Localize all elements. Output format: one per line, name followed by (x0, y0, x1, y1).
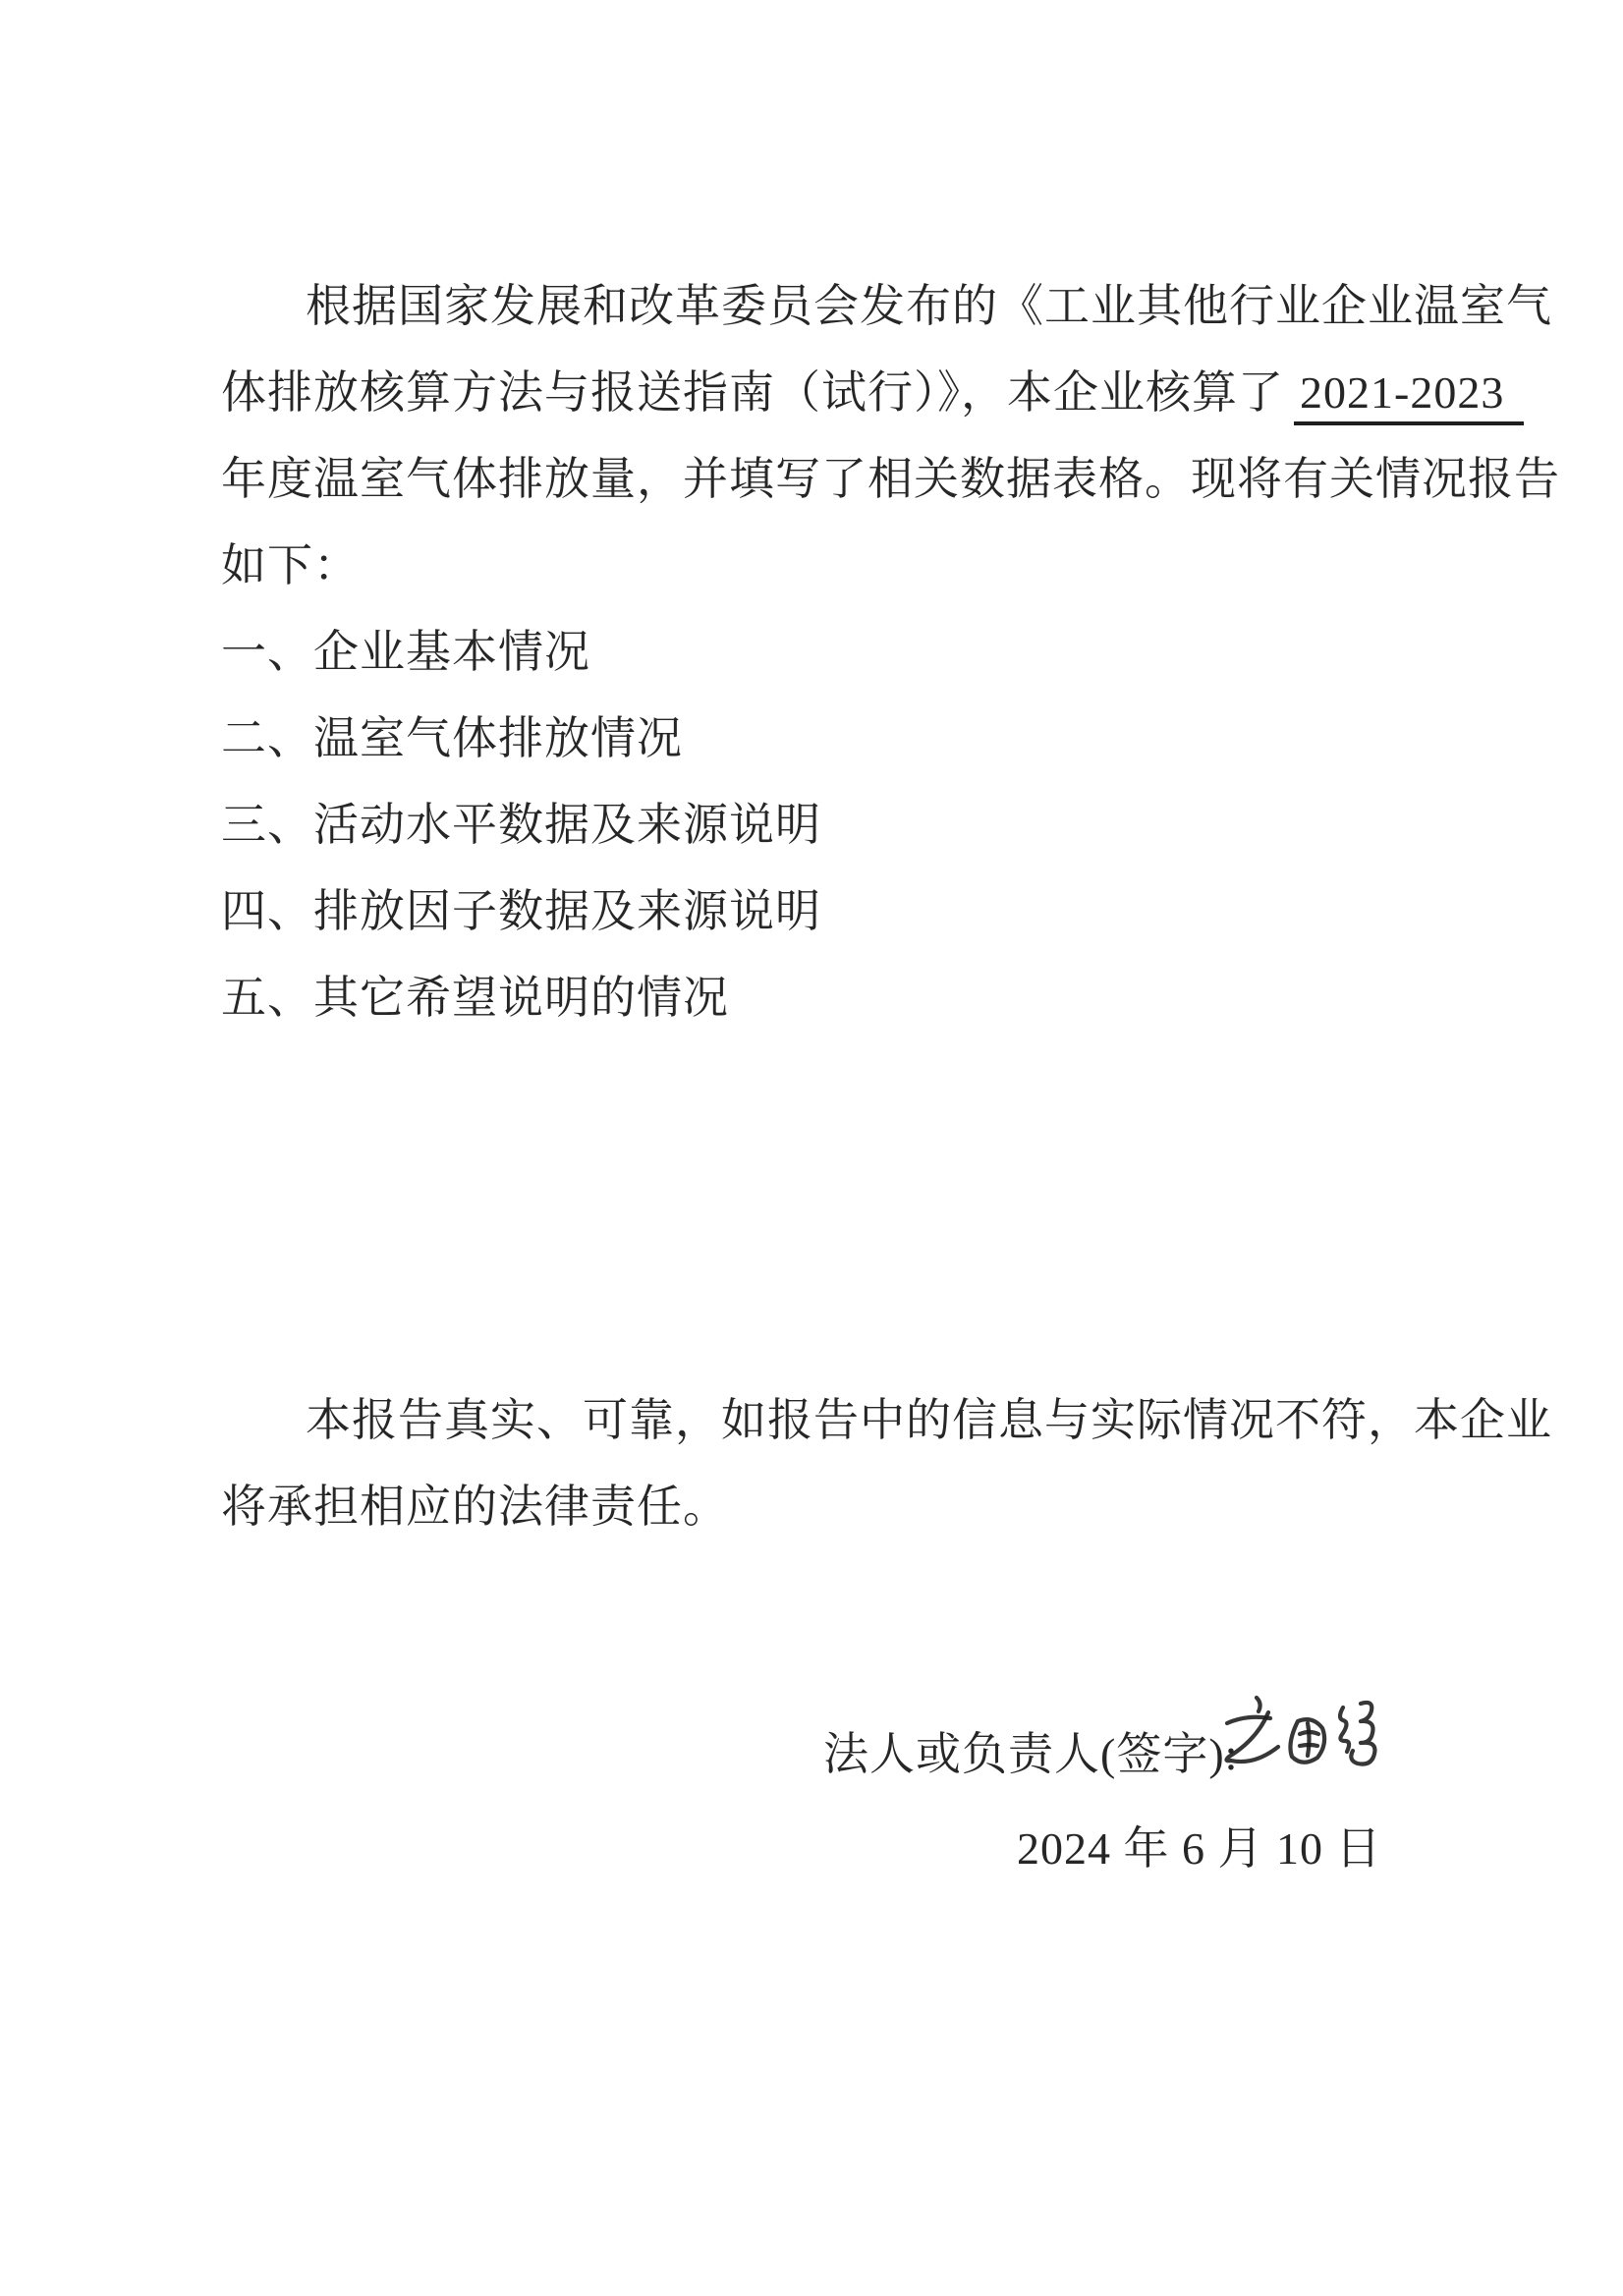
handwritten-signature-icon (1213, 1692, 1380, 1780)
report-date-row (1017, 1806, 1382, 1892)
intro-line-4: 如下： (221, 540, 360, 590)
intro-line-2-text: 体排放核算方法与报送指南（试行）》，本企业核算了 (221, 367, 1284, 418)
intro-line-1: 根据国家发展和改革委员会发布的《工业其他行业企业温室气 (306, 281, 1552, 331)
signature-label: 法人或负责人(签字): (823, 1729, 1239, 1779)
accounting-period-underlined: 2021-2023 (1294, 366, 1524, 425)
declaration-line-1: 本报告真实、可靠，如报告中的信息与实际情况不符，本企业 (306, 1395, 1552, 1445)
toc-item-4: 四、排放因子数据及来源说明 (221, 886, 821, 936)
report-date: 2024 年 6 月 10 日 (1017, 1823, 1382, 1874)
declaration-line-2: 将承担相应的法律责任。 (221, 1482, 729, 1532)
toc-item-1: 一、企业基本情况 (221, 627, 590, 677)
report-intro-section (221, 263, 1560, 1041)
intro-line-2 (221, 350, 1505, 436)
declaration-paragraph (221, 1377, 1552, 1550)
signature-row (823, 1711, 1238, 1798)
intro-line-3: 年度温室气体排放量，并填写了相关数据表格。现将有关情况报告 (221, 454, 1560, 504)
toc-item-2: 二、温室气体排放情况 (221, 713, 683, 763)
toc-item-3: 三、活动水平数据及来源说明 (221, 800, 821, 850)
toc-item-5: 五、其它希望说明的情况 (221, 973, 729, 1023)
